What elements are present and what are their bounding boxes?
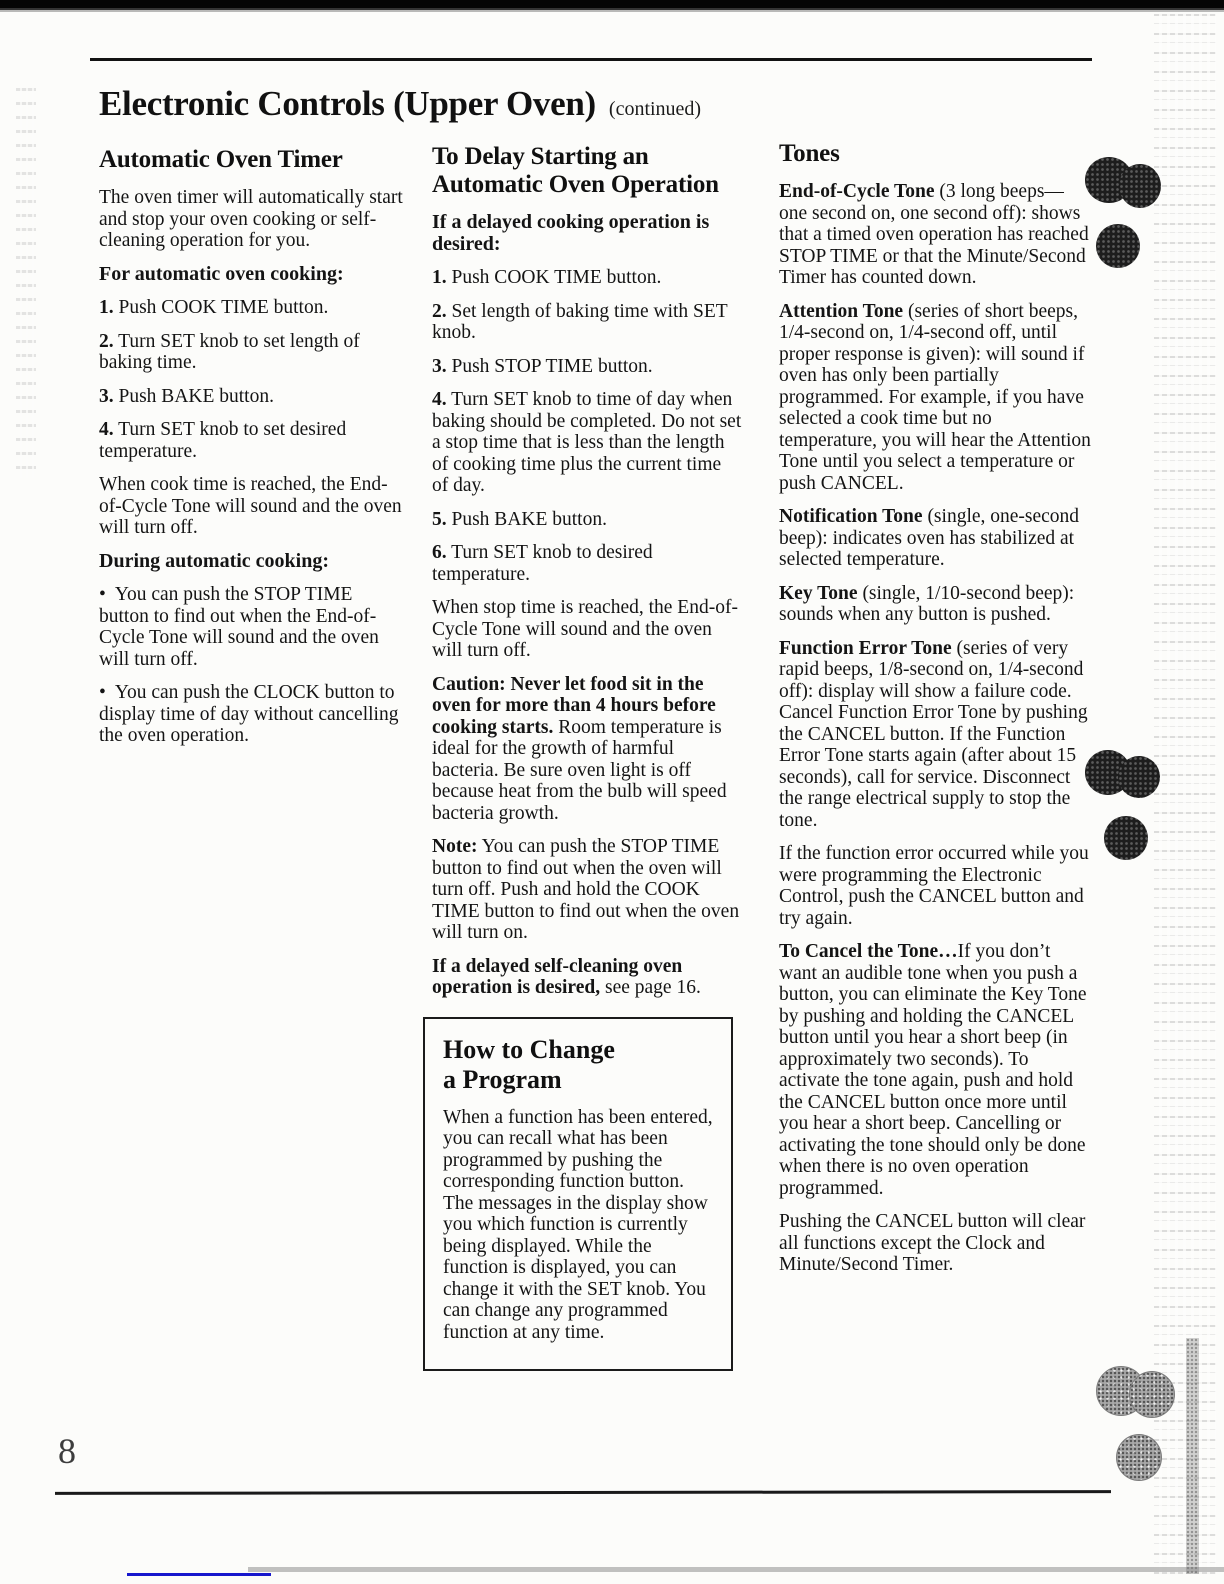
scan-blob — [1119, 164, 1161, 208]
bullet-item: • You can push the CLOCK button to display time of day without cancelling the oven operation. — [99, 682, 399, 746]
scan-blob — [1118, 756, 1160, 798]
paragraph-function-error-tone: Function Error Tone (series of very rapid beeps, 1/8-second on, 1/4-second off): display will show a failure code. Cancel Function Error Tone by pushing the CANCEL button. If the Function Error Tone starts again (after about 15 seconds), call for service. Disconnect the range electrical supply to stop the tone. — [779, 637, 1088, 831]
top-horizontal-rule — [90, 58, 1092, 61]
section-heading-delay-starting: To Delay Starting an Automatic Oven Operation — [432, 143, 719, 198]
step-item: 2. Set length of baking time with SET knob. — [432, 300, 728, 343]
paragraph-attention-tone: Attention Tone (series of short beeps, 1/4-second on, 1/4-second off, until proper response is given): will sound if oven has only been partially programmed. For example, if you have selected a cook time but no temperature, you will hear the Attention Tone until you select a temperature or push CANCEL. — [779, 300, 1091, 494]
paragraph-to-cancel-the-tone: To Cancel the Tone…If you don’t want an audible tone when you push a button, you can eliminate the Key Tone by pushing and holding the CANCEL button until you hear a short beep (in approximately two seconds). To activate the tone again, push and hold the CANCEL button once more until you hear a short beep. Cancelling or activating the tone should only be done when there is no oven operation programmed. — [779, 941, 1087, 1199]
right-edge-scan-band — [1186, 1338, 1199, 1574]
step-item: 4. Turn SET knob to time of day when baking should be completed. Do not set a stop time that is less than the length of cooking time plus the current time of day. — [432, 389, 742, 496]
bullet-icon: • — [99, 682, 106, 703]
callout-body: When a function has been entered, you can recall what has been programmed by pushing the corresponding function button. The messages in the display show you which function is currently being displayed. While the function is displayed, you can change it with the SET knob. You can change any programmed function at any time. — [443, 1106, 713, 1343]
page-number: 8 — [58, 1431, 76, 1471]
bottom-scan-line — [248, 1567, 1224, 1572]
paragraph-notification-tone: Notification Tone (single, one-second beep): indicates oven has stabilized at selected temperature. — [779, 506, 1080, 570]
step-item: 4. Turn SET knob to set desired temperature. — [99, 419, 347, 462]
paragraph-intro: The oven timer will automatically start and stop your oven cooking or self-cleaning operation for you. — [99, 187, 403, 251]
step-item: 6. Turn SET knob to desired temperature. — [432, 542, 653, 585]
step-item: 2. Turn SET knob to set length of baking time. — [99, 330, 360, 373]
subhead-for-automatic-oven-cooking: For automatic oven cooking: — [99, 262, 344, 285]
how-to-change-program-box — [423, 1017, 733, 1372]
scan-blob — [1096, 224, 1140, 268]
paragraph-key-tone: Key Tone (single, 1/10-second beep): sounds when any button is pushed. — [779, 582, 1075, 625]
bottom-blue-line — [127, 1573, 271, 1576]
section-heading-tones: Tones — [779, 140, 840, 167]
scan-blob — [1116, 1434, 1162, 1481]
bullet-item: • You can push the STOP TIME button to find out when the End-of-Cycle Tone will sound and the oven will turn off. — [99, 584, 379, 670]
paragraph-stop-time-reached: When stop time is reached, the End-of-Cycle Tone will sound and the oven will turn off. — [432, 597, 738, 661]
column-delay-starting — [432, 143, 742, 1371]
step-item: 3. Push STOP TIME button. — [432, 355, 653, 377]
step-item: 3. Push BAKE button. — [99, 385, 274, 407]
paragraph-end-of-cycle-tone: End-of-Cycle Tone (3 long beeps—one second on, one second off): shows that a timed oven operation has reached STOP TIME or that the Minute/Second Timer has counted down. — [779, 181, 1089, 288]
section-heading-automatic-oven-timer: Automatic Oven Timer — [99, 146, 343, 173]
step-item: 1. Push COOK TIME button. — [99, 297, 329, 318]
step-item: 5. Push BAKE button. — [432, 508, 607, 530]
scan-blob — [1129, 1371, 1175, 1418]
page-title-continued: (continued) — [608, 98, 702, 120]
subhead-during-automatic-cooking: During automatic cooking: — [99, 549, 329, 572]
column-tones — [779, 140, 1091, 1288]
scan-blob — [1104, 816, 1148, 860]
paragraph-cancel-clears-functions: Pushing the CANCEL button will clear all functions except the Clock and Minute/Second Timer. — [779, 1211, 1086, 1275]
callout-heading: How to Change a Program — [443, 1034, 615, 1094]
left-margin-bleedthrough — [16, 88, 36, 478]
paragraph-delayed-self-cleaning: If a delayed self-cleaning oven operation is desired, see page 16. — [432, 955, 701, 998]
paragraph-caution: Caution: Never let food sit in the oven for more than 4 hours before cooking starts. Room temperature is ideal for the growth of harmful bacteria. Be sure oven light is off because heat from the bulb will speed bacteria growth. — [432, 673, 727, 824]
bottom-horizontal-rule — [55, 1490, 1111, 1495]
bullet-icon: • — [99, 584, 106, 605]
page-header — [99, 84, 701, 124]
column-automatic-oven-timer — [99, 146, 405, 759]
step-item: 1. Push COOK TIME button. — [432, 267, 662, 288]
page-title: Electronic Controls (Upper Oven) — [99, 84, 596, 123]
paragraph-cook-time-reached: When cook time is reached, the End-of-Cycle Tone will sound and the oven will turn off. — [99, 474, 402, 538]
scan-edge-band — [0, 0, 1224, 12]
subhead-delayed-cooking: If a delayed cooking operation is desired: — [432, 211, 710, 255]
right-margin-bleedthrough — [1154, 14, 1216, 1574]
paragraph-function-error-followup: If the function error occurred while you were programming the Electronic Control, push the CANCEL button and try again. — [779, 843, 1089, 929]
paragraph-note: Note: You can push the STOP TIME button to find out when the oven will turn off. Push and hold the COOK TIME button to find out when the oven will turn on. — [432, 836, 740, 943]
